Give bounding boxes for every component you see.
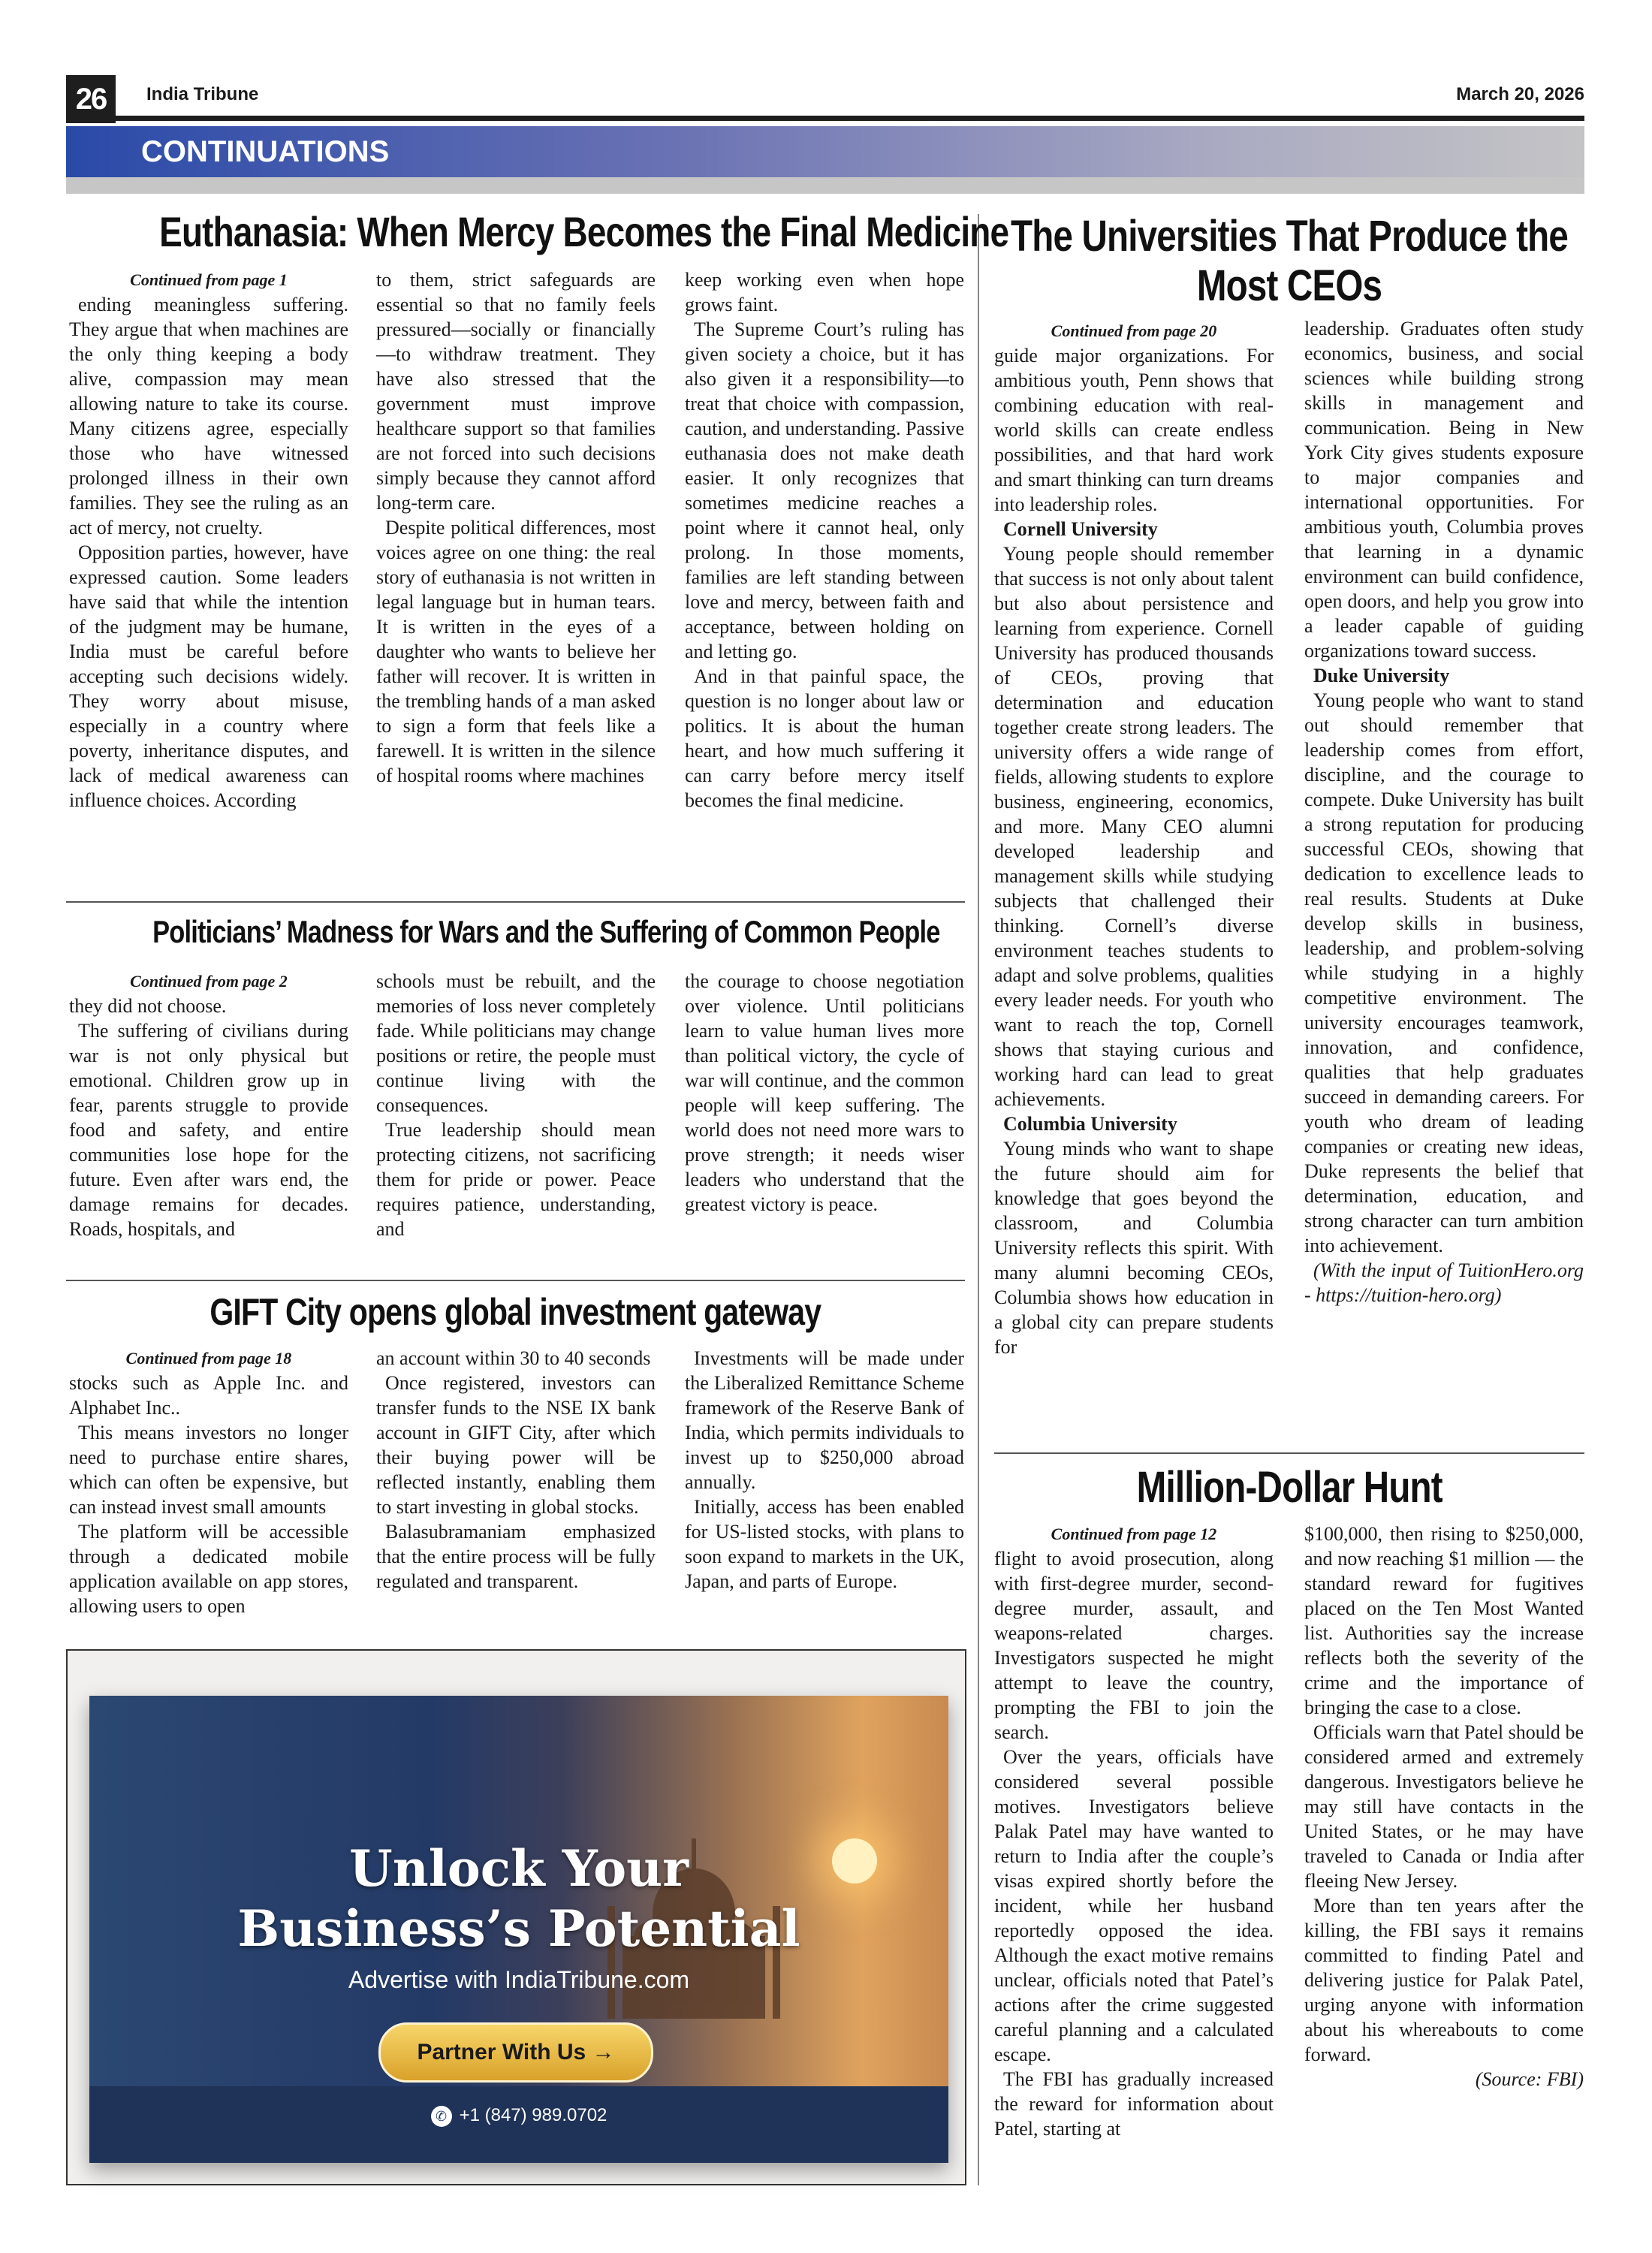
paragraph: the courage to choose negotiation over violence. Until politicians learn to value human lives more than political victory, the cycle of war will continue, and the common people will keep suffering. The world does not need more wars to prove strength; it needs wiser leaders who understand that the greatest victory is peace. bbox=[685, 970, 964, 1215]
gift-city-column-3 bbox=[685, 1346, 964, 1594]
paragraph: The FBI has gradually increased the reward for information about Patel, starting at bbox=[994, 2068, 1274, 2140]
publication-name: India Tribune bbox=[146, 84, 259, 104]
advertisement-banner[interactable] bbox=[89, 1696, 948, 2163]
million-dollar-hunt-column-2 bbox=[1304, 1522, 1584, 2092]
continued-from-label: Continued from page 1 bbox=[130, 270, 288, 289]
paragraph: schools must be rebuilt, and the memories of loss never completely fade. While politicians may change positions or retire, the people must continue living with the consequences. bbox=[376, 970, 656, 1116]
paragraph: Young people should remember that success is not only about talent but also about persistence and learning from experience. Cornell University has produced thousands of CEOs, proving that determination and education together create strong leaders. The university offers a wide range of fields, allowing students to explore business, engineering, economics, and more. Many CEO alumni developed leadership and management skills while studying subjects that challenged their thinking. Cornell’s diverse environment teaches students to adapt and solve problems, qualities every leader needs. For youth who want to reach the top, Cornell shows that staying curious and working hard can lead to great achievements. bbox=[994, 543, 1274, 1110]
gift-city-column-2 bbox=[376, 1346, 656, 1594]
paragraph: Initially, access has been enabled for US-listed stocks, with plans to soon expand to markets in the UK, Japan, and parts of Europe. bbox=[685, 1496, 964, 1592]
ad-subtitle: Advertise with IndiaTribune.com bbox=[348, 1966, 690, 1993]
paragraph: keep working even when hope grows faint. bbox=[685, 269, 964, 315]
continued-from-label: Continued from page 12 bbox=[1051, 1525, 1217, 1543]
euthanasia-column-3 bbox=[685, 267, 964, 813]
continued-from-label: Continued from page 2 bbox=[130, 972, 288, 991]
headline-gift-city: GIFT City opens global investment gateway bbox=[210, 1291, 821, 1333]
paragraph: guide major organizations. For ambitious youth, Penn shows that combining education with real-world skills can create endless possibilities, and that hard work and smart thinking can turn dreams into leadership roles. bbox=[994, 345, 1274, 515]
ad-headline-line-2: Business’s Potential bbox=[237, 1899, 800, 1958]
politicians-column-1 bbox=[69, 969, 348, 1241]
headline-euthanasia: Euthanasia: When Mercy Becomes the Final Medicine bbox=[159, 208, 1009, 255]
million-dollar-hunt-column-1 bbox=[994, 1522, 1274, 2141]
paragraph: $100,000, then rising to $250,000, and now reaching $1 million — the standard reward for fugitives placed on the Ten Most Wanted list. Authorities say the increase reflects both the severity of the crime and the importance of bringing the case to a close. bbox=[1304, 1523, 1584, 1718]
paragraph: This means investors no longer need to purchase entire shares, which can often be expensive, but can instead invest small amounts bbox=[69, 1422, 348, 1518]
phone-icon: ✆ bbox=[431, 2106, 452, 2127]
paragraph: Officials warn that Patel should be considered armed and extremely dangerous. Investigators believe he may still have contacts in the United States, or he may have traveled to Canada or India after fleeing New Jersey. bbox=[1304, 1721, 1584, 1892]
paragraph: The Supreme Court’s ruling has given society a choice, but it has also given it a responsibility—to treat that choice with compassion, caution, and understanding. Passive euthanasia does not make death easier. It only recognizes that sometimes medicine reaches a point where it cannot heal, only prolong. In those moments, families are left standing between love and mercy, between faith and acceptance, between holding on and letting go. bbox=[685, 318, 964, 662]
ad-headline-line-1: Unlock Your bbox=[349, 1839, 689, 1898]
paragraph: to them, strict safeguards are essential so that no family feels pressured—socially or financially—to withdraw treatment. They have also stressed that the government must improve healthcare support so that families are not forced into such decisions simply because they cannot afford long-term care. bbox=[376, 269, 656, 514]
headline-million-dollar-hunt: Million-Dollar Hunt bbox=[1136, 1463, 1442, 1512]
paragraph: an account within 30 to 40 seconds bbox=[376, 1347, 651, 1369]
paragraph: Once registered, investors can transfer funds to the NSE IX bank account in GIFT City, after which their buying power will be reflected instantly, enabling them to start investing in global stocks. bbox=[376, 1372, 656, 1518]
gift-city-column-1 bbox=[69, 1346, 348, 1618]
credit-line: (With the input of TuitionHero.org - https://tuition-hero.org) bbox=[1304, 1259, 1584, 1306]
paragraph: leadership. Graduates often study economics, business, and social sciences while building strong skills in management and communication. Being in New York City gives students exposure to major companies and international opportunities. For ambitious youth, Columbia proves that learning in a dynamic environment can build confidence, open doors, and help you grow into a leader capable of guiding organizations toward success. bbox=[1304, 318, 1584, 662]
section-title: CONTINUATIONS bbox=[141, 135, 390, 168]
banner-underbar bbox=[66, 177, 1584, 194]
paragraph: Over the years, officials have considered several possible motives. Investigators believe Palak Patel may have wanted to return to India after the couple’s visas expired shortly before the incident, while her husband reportedly opposed the idea. Although the exact motive remains unclear, officials noted that Patel’s actions after the crime suggested careful planning and a calculated escape. bbox=[994, 1746, 1274, 2065]
universities-column-1 bbox=[994, 318, 1274, 1359]
paragraph: And in that painful space, the question is no longer about law or politics. It is about the human heart, and how much suffering it can carry before mercy itself becomes the final medicine. bbox=[685, 665, 964, 811]
article-divider bbox=[66, 1280, 965, 1281]
paragraph: The suffering of civilians during war is not only physical but emotional. Children grow up in fear, parents struggle to provide food and safety, and entire communities lose hope for the future. Even after wars end, the damage remains for decades. Roads, hospitals, and bbox=[69, 1020, 348, 1240]
universities-column-2 bbox=[1304, 316, 1584, 1307]
euthanasia-column-1 bbox=[69, 267, 348, 813]
page-number: 26 bbox=[66, 75, 116, 123]
ad-headline bbox=[89, 1838, 948, 1959]
source-line: (Source: FBI) bbox=[1475, 2068, 1584, 2090]
politicians-column-3 bbox=[685, 969, 964, 1217]
paragraph: Opposition parties, however, have expressed caution. Some leaders have said that while the intention of the judgment may be humane, India must be careful before accepting such decisions widely. They worry about misuse, especially in a country where poverty, inheritance disputes, and lack of medical awareness can influence choices. According bbox=[69, 541, 348, 811]
article-divider bbox=[994, 1452, 1584, 1454]
paragraph: Balasubramaniam emphasized that the entire process will be fully regulated and transparent. bbox=[376, 1521, 656, 1592]
header-rule bbox=[66, 116, 1584, 121]
headline-universities: The Universities That Produce the Most CEOs bbox=[1010, 212, 1568, 310]
paragraph: True leadership should mean protecting citizens, not sacrificing them for pride or power. Peace requires patience, understanding, and bbox=[376, 1119, 656, 1240]
issue-date: March 20, 2026 bbox=[1456, 84, 1584, 104]
paragraph: The platform will be accessible through a dedicated mobile application available on app stores, allowing users to open bbox=[69, 1521, 348, 1617]
subheading: Columbia University bbox=[1003, 1113, 1177, 1135]
politicians-column-2 bbox=[376, 969, 656, 1241]
article-divider bbox=[66, 901, 965, 903]
ad-phone-number: +1 (847) 989.0702 bbox=[459, 2105, 607, 2125]
ad-phone[interactable] bbox=[89, 2105, 948, 2127]
partner-with-us-button[interactable]: Partner With Us → bbox=[378, 2022, 653, 2083]
subheading: Cornell University bbox=[1003, 518, 1158, 540]
column-divider bbox=[978, 214, 979, 2185]
paragraph: they did not choose. bbox=[69, 995, 227, 1017]
paragraph: Young people who want to stand out should remember that leadership comes from effort, discipline, and the courage to compete. Duke University has built a strong reputation for producing successful CEOs, showing that dedication to excellence leads to real results. Students at Duke develop skills in business, leadership, and problem-solving while studying in a highly competitive environment. The university encourages teamwork, innovation, and confidence, qualities that help graduates succeed in demanding careers. For youth who dream of leading companies or creating new ideas, Duke represents the belief that determination, education, and strong character can turn ambition into achievement. bbox=[1304, 689, 1584, 1256]
paragraph: flight to avoid prosecution, along with first-degree murder, second-degree murder, assault, and weapons-related charges. Investigators suspected he might attempt to leave the country, prompting the FBI to join the search. bbox=[994, 1548, 1274, 1743]
paragraph: Investments will be made under the Liberalized Remittance Scheme framework of the Reserve Bank of India, which permits individuals to invest up to $250,000 abroad annually. bbox=[685, 1347, 964, 1493]
paragraph: Despite political differences, most voices agree on one thing: the real story of euthanasia is not written in legal language but in human tears. It is written in the eyes of a daughter who wants to believe her father will recover. It is written in the trembling hands of a man asked to sign a form that feels like a farewell. It is written in the silence of hospital rooms where machines bbox=[376, 517, 656, 786]
paragraph: ending meaningless suffering. They argue that when machines are the only thing keeping a body alive, compassion may mean allowing nature to take its course. Many citizens agree, especially those who have witnessed prolonged illness in their own families. They see the ruling as an act of mercy, not cruelty. bbox=[69, 294, 348, 538]
paragraph: More than ten years after the killing, the FBI says it remains committed to finding Patel and delivering justice for Palak Patel, urging anyone with information about his whereabouts to come forward. bbox=[1304, 1895, 1584, 2065]
subheading: Duke University bbox=[1313, 665, 1450, 686]
continued-from-label: Continued from page 18 bbox=[125, 1349, 292, 1368]
headline-politicians: Politicians’ Madness for Wars and the Suffering of Common People bbox=[152, 914, 940, 949]
paragraph: stocks such as Apple Inc. and Alphabet Inc.. bbox=[69, 1372, 348, 1419]
euthanasia-column-2 bbox=[376, 267, 656, 788]
continued-from-label: Continued from page 20 bbox=[1051, 321, 1217, 340]
paragraph: Young minds who want to shape the future should aim for knowledge that goes beyond the classroom, and Columbia University reflects this spirit. With many alumni becoming CEOs, Columbia shows how education in a global city can prepare students for bbox=[994, 1138, 1274, 1358]
